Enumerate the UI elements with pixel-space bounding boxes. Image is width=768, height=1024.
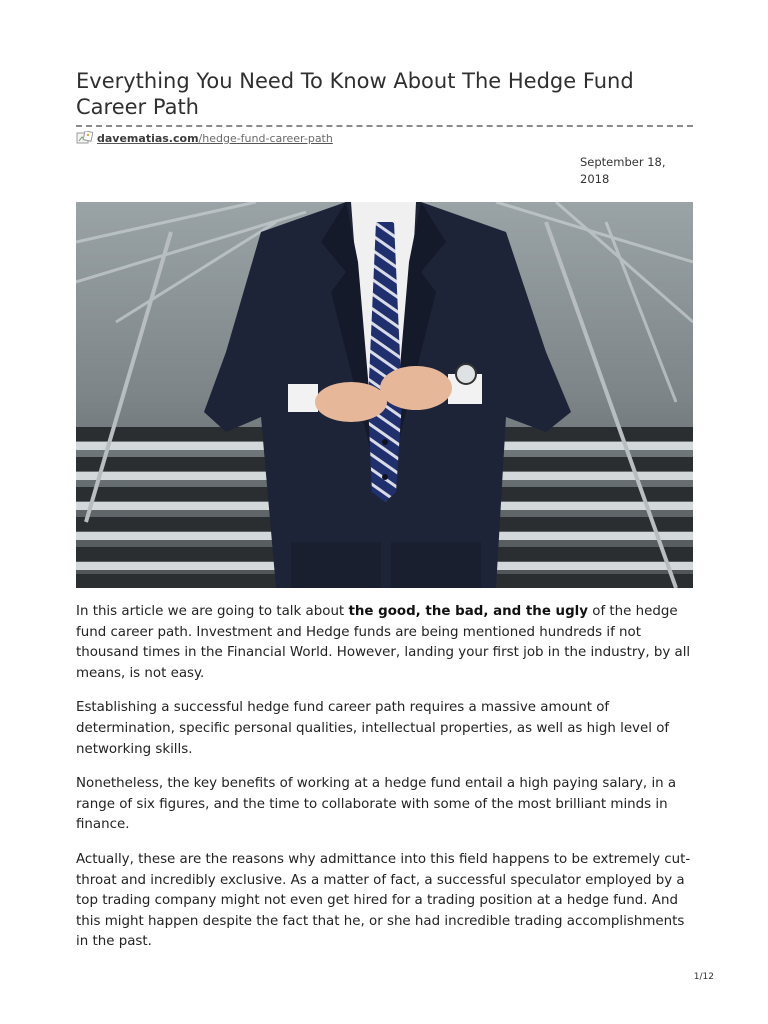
- article-paragraph: [76, 602, 698, 684]
- article-paragraph: Actually, these are the reasons why admittance into this field happens to be extremely cut-throat and incredibly exclusive. As a matter of fact, a successful speculator employed by a top trading company might not even get hired for a trading position at a hedge fund. And this might happen despite the fact that he, or she had incredible trading accomplishments in the past.: [76, 851, 691, 950]
- source-row: [76, 130, 333, 146]
- page-title: Everything You Need To Know About The Hedge Fund Career Path: [76, 69, 634, 119]
- hero-image: [76, 202, 693, 588]
- paragraph-text: of the hedge fund career path. Investment and Hedge funds are being mentioned hundreds if not thousand times in the Financial World. However, landing your first job in the industry, by all means, is not easy.: [76, 604, 691, 681]
- article-paragraph: Nonetheless, the key benefits of working at a hedge fund entail a high paying salary, in a range of six figures, and the time to collaborate with some of the most brilliant minds in finance.: [76, 776, 677, 833]
- article-body: [76, 602, 698, 967]
- publish-date: September 18, 2018: [580, 155, 666, 186]
- emphasis-text: the good, the bad, and the ugly: [348, 604, 588, 619]
- source-url-link[interactable]: [97, 132, 333, 145]
- source-domain: davematias.com: [97, 131, 199, 145]
- businessman-in-suit-on-stairs-photo: [76, 202, 693, 588]
- article-paragraph: Establishing a successful hedge fund career path requires a massive amount of determination, specific personal qualities, intellectual properties, as well as high level of networking skills.: [76, 700, 670, 757]
- broken-image-icon: [76, 131, 93, 145]
- source-path: /hedge-fund-career-path: [198, 131, 333, 145]
- title-divider: [76, 125, 693, 127]
- page-number: 1/12: [693, 972, 714, 982]
- paragraph-text: In this article we are going to talk about: [76, 604, 349, 619]
